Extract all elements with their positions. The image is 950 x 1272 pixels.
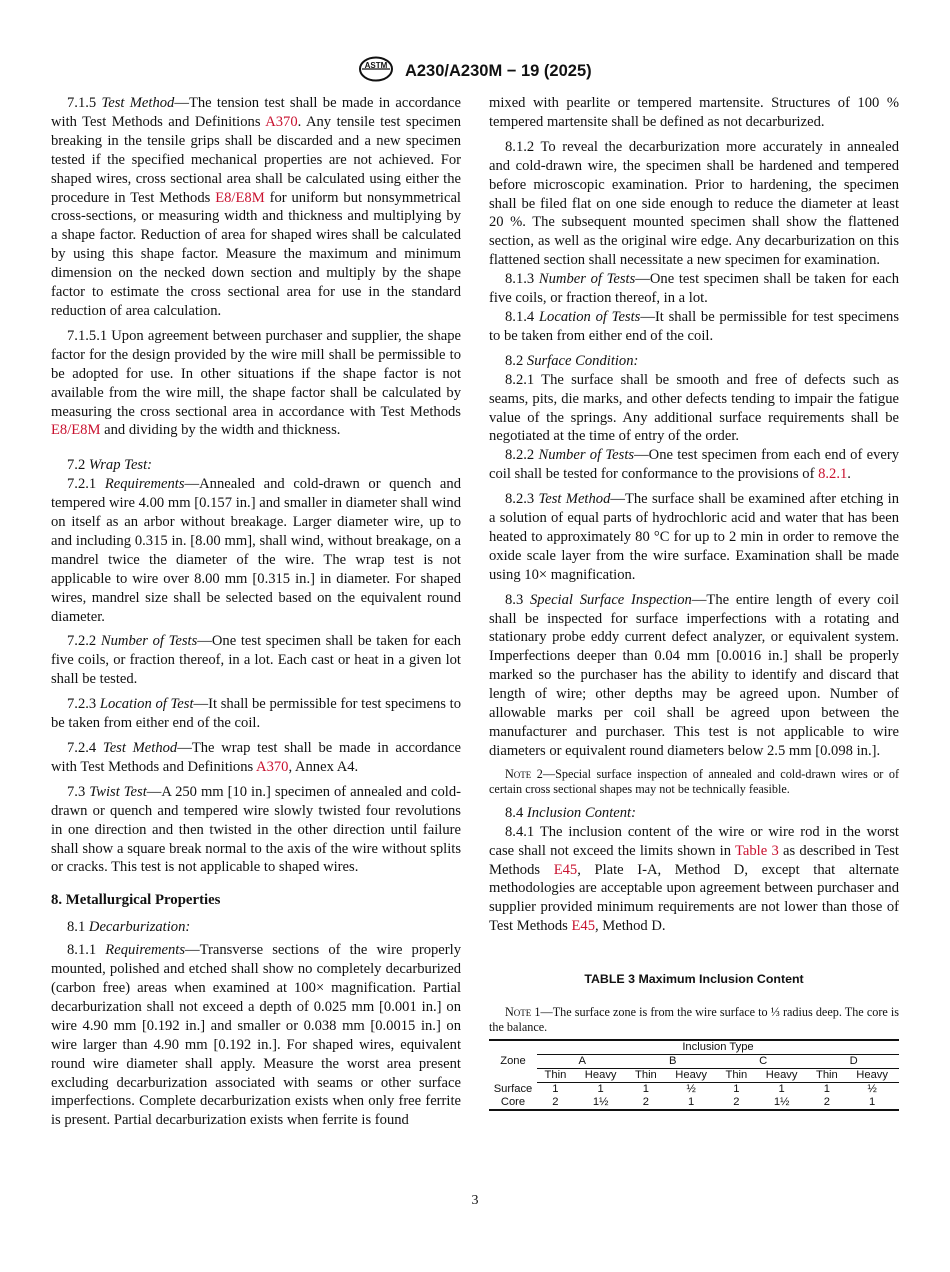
- value-cell: 1: [597, 1083, 604, 1096]
- section-8-4: 8.4 Inclusion Content:: [505, 804, 636, 821]
- section-8-1-1-continued: mixed with pearlite or tempered martensite. Structures of 100 % tempered martensite shall be defined as not decarburized.: [489, 95, 899, 130]
- astm-logo-icon: [358, 56, 394, 87]
- section-7-1-5: 7.1.5 Test Method—The tension test shall be made in accordance with Test Methods and Definitions A370. Any tensile test specimen breaking in the tensile grips shall be discarded and a new specimen tested if the specified mechanical properties are not achieved. For shaped wires, cross sectional area shall be calculated using either the procedure in Test Methods E8/E8M for uniform but nonsymmetrical cross-sections, or measuring width and thickness and multiplying by a shape factor. Reduction of area for shaped wires shall be calculated by using this shape factor. Measure the maximum and minimum dimension on the necked down section and multiply by the shape factor to estimate the cross sectional area for use in the standard reduction of area calculation.: [51, 95, 462, 319]
- note-2: Note 2—Special surface inspection of annealed and cold-drawn wires or of certain cross sectional shapes may not be technically feasible.: [489, 766, 900, 797]
- zone-cell: Core: [489, 1096, 537, 1110]
- value-cell: ½: [867, 1083, 877, 1096]
- ref-e8-link[interactable]: E8/E8M: [215, 189, 265, 206]
- ref-8-2-1-link[interactable]: 8.2.1: [818, 466, 848, 483]
- value-cell: ½: [686, 1083, 696, 1096]
- subheader: Heavy: [845, 1069, 899, 1083]
- section-8-2-3: 8.2.3 Test Method—The surface shall be examined after etching in a solution of equal parts of hydrochloric acid and water that has been heated to approximately 80 °C for up to 2 min in order to remove the oxide scale layer from the wire surface. Examination shall be made using 10× magnification.: [489, 491, 899, 583]
- table-row: [489, 1096, 899, 1110]
- value-cell: 1: [778, 1083, 785, 1096]
- table-row: [489, 1083, 899, 1097]
- zone-header: Zone: [489, 1040, 537, 1083]
- value-cell: 1: [823, 1083, 830, 1096]
- section-8-1-4: 8.1.4 Location of Tests—It shall be permissible for test specimens to be taken from either end of the coil.: [489, 308, 899, 344]
- value-cell: 1: [733, 1083, 740, 1096]
- section-8-1-2: 8.1.2 To reveal the decarburization more accurately in annealed and cold-drawn wire, the specimen shall be hardened and tempered before microscopic examination. Prior to hardening, the specimen shall be filed flat on one side enough to reduce the diameter at least 20 %. The subsequent mounted specimen shall show the flattened section, as well as the original wire edge. Any decarburization on this flattened section shall necessitate a new specimen for examination.: [489, 138, 899, 269]
- value-cell: 1½: [755, 1096, 809, 1110]
- value-cell: 1½: [574, 1096, 628, 1110]
- page-number: 3: [471, 1193, 479, 1208]
- subheader: Heavy: [664, 1069, 718, 1083]
- section-8-3: 8.3 Special Surface Inspection—The entire length of every coil shall be inspected for surface imperfections with a rotating and stationary probe eddy current defect analyzer, or equivalent system. Imperfections deeper than 0.04 mm [0.0016 in.] shall be properly marked so the purchaser has the ability to identify and discard that length of wire; other depths may be agreed upon. Number of allowable marks per coil shall be agreed upon between the manufacturer and purchaser. This test is not applicable to wire diameters or equivalent round diameters below 2.5 mm [0.098 in.].: [489, 591, 899, 759]
- value-cell: 1: [664, 1096, 718, 1110]
- left-column: [51, 94, 461, 1136]
- type-header: D: [808, 1055, 899, 1069]
- ref-table-3-link[interactable]: Table 3: [735, 842, 779, 859]
- ref-e45-link[interactable]: E45: [553, 861, 578, 878]
- section-8-1-1: 8.1.1 Requirements—Transverse sections of the wire properly mounted, polished and etched shall show no completely decarburized (carbon free) areas when examined at 100× magnification. Partial decarburization shall not exceed a depth of 0.025 mm [0.001 in.] on wire 4.90 mm [0.192 in.] and smaller or 0.038 mm [0.0015 in.] on wire larger than 4.90 mm [0.192 in.]. For shaped wires, equivalent round wire diameter shall apply. Measure the worst area present excluding decarburization associated with seams or other surface imperfections. Complete decarburization exists when only free ferrite is present. Partial decarburization exists when ferrite is found: [51, 942, 461, 1129]
- table-3-note: Note 1—The surface zone is from the wire surface to ⅓ radius deep. The core is the balance.: [489, 1005, 900, 1035]
- zone-cell: Surface: [493, 1082, 533, 1095]
- ref-e8-link[interactable]: E8/E8M: [51, 422, 101, 439]
- section-8-heading: 8. Metallurgical Properties: [51, 892, 221, 909]
- table-3-title: TABLE 3 Maximum Inclusion Content: [584, 972, 804, 987]
- right-column: [489, 94, 899, 1111]
- document-designation: A230/A230M − 19 (2025): [404, 62, 592, 80]
- value-cell: 1: [552, 1083, 559, 1096]
- subheader: Thin: [718, 1069, 755, 1083]
- section-8-2: 8.2 Surface Condition:: [505, 352, 639, 369]
- table-3: [489, 1039, 899, 1111]
- subheader: Thin: [537, 1069, 574, 1083]
- section-7-3: 7.3 Twist Test—A 250 mm [10 in.] specimen of annealed and cold-drawn or quench and tempered wire slowly twisted four revolutions in one direction and then twisted in the other direction until failure shall show a square break normal to the axis of the wire without splits or cracks. This test is not applicable to shaped wires.: [51, 783, 461, 876]
- ref-a370-link[interactable]: A370: [265, 113, 298, 130]
- section-7-2-2: 7.2.2 Number of Tests—One test specimen shall be taken for each five coils, or fraction thereof, in a lot. Each cast or heat in a given lot shall be tested.: [51, 633, 461, 688]
- inclusion-type-header: Inclusion Type: [537, 1040, 899, 1055]
- section-7-2-4: 7.2.4 Test Method—The wrap test shall be made in accordance with Test Methods and Definitions A370, Annex A4.: [51, 740, 461, 775]
- subheader: Heavy: [755, 1069, 809, 1083]
- section-8-2-2: 8.2.2 Number of Tests—One test specimen from each end of every coil shall be tested for conformance to the provisions of 8.2.1.: [489, 447, 899, 483]
- ref-a370-link[interactable]: A370: [256, 758, 289, 775]
- value-cell: 2: [537, 1096, 574, 1110]
- type-header: C: [718, 1055, 808, 1069]
- value-cell: 2: [627, 1096, 664, 1110]
- type-header: B: [627, 1055, 717, 1069]
- section-8-2-1: 8.2.1 The surface shall be smooth and free of defects such as seams, pits, die marks, and other defects tending to impair the fatigue value of the springs. Any additional surface requirements shall be negotiated at the time of entry of the order.: [489, 371, 899, 445]
- value-cell: 2: [808, 1096, 845, 1110]
- section-8-1: 8.1 Decarburization:: [67, 919, 191, 936]
- subheader: Thin: [808, 1069, 845, 1083]
- svg-text:ASTM: ASTM: [365, 61, 388, 70]
- section-7-2-1: 7.2.1 Requirements—Annealed and cold-drawn or quench and tempered wire 4.00 mm [0.157 in.] and smaller in diameter shall wind on itself as an arbor without breakage. Larger diameter wire, up to and including 0.315 in. [8.00 mm], shall wind, without breakage, on a mandrel twice the diameter of the wire. The wrap test is not applicable to wire over 8.00 mm [0.315 in.] in diameter. For shaped wires, mandrel size shall be selected based on the equivalent round diameter.: [51, 476, 461, 625]
- section-8-4-1: 8.4.1 The inclusion content of the wire or wire rod in the worst case shall not exceed the limits shown in Table 3 as described in Test Methods E45, Plate I-A, Method D, except that alternate methodologies are acceptable upon agreement between purchaser and supplier provided minimum requirements are not lower than those of Test Methods E45, Method D.: [489, 823, 899, 935]
- section-7-1-5-1: 7.1.5.1 Upon agreement between purchaser and supplier, the shape factor for the design provided by the wire mill shall be permissible to be adopted for use. In other situations if the shape factor is not available from the wire mill, the shape factor shall be calculated by measuring the cross sectional area in accordance with Test Methods E8/E8M and dividing by the width and thickness.: [51, 327, 461, 439]
- section-7-2: 7.2 Wrap Test:: [67, 457, 153, 474]
- value-cell: 1: [642, 1083, 650, 1096]
- subheader: Thin: [627, 1069, 664, 1083]
- ref-e45-link[interactable]: E45: [571, 918, 595, 935]
- section-7-2-3: 7.2.3 Location of Test—It shall be permissible for test specimens to be taken from either end of the coil.: [51, 696, 461, 732]
- page-header: [0, 56, 950, 87]
- type-header: A: [537, 1055, 627, 1069]
- section-8-1-3: 8.1.3 Number of Tests—One test specimen shall be taken for each five coils, or fraction thereof, in a lot.: [489, 271, 899, 307]
- value-cell: 1: [845, 1096, 899, 1110]
- subheader: Heavy: [574, 1069, 628, 1083]
- value-cell: 2: [718, 1096, 755, 1110]
